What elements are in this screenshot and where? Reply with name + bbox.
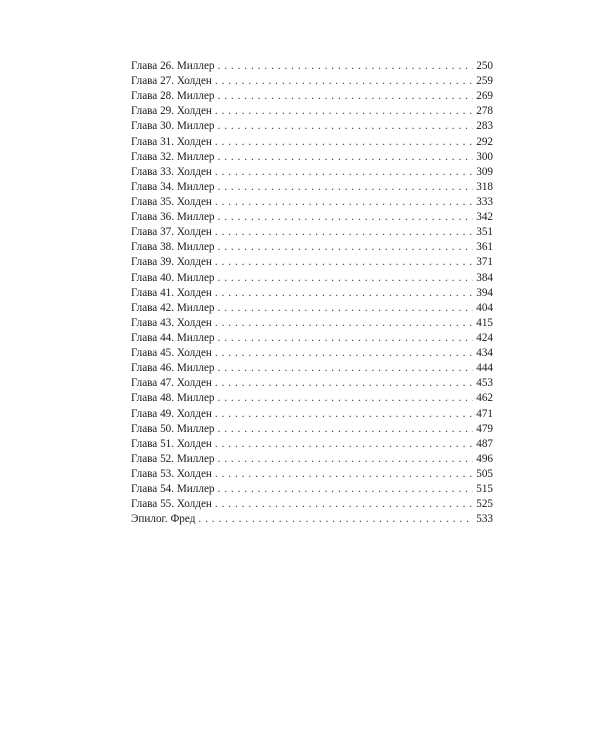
toc-entry	[131, 497, 493, 512]
toc-entry-page: 342	[476, 211, 493, 224]
toc-dot-leader	[215, 467, 473, 482]
toc-entry-title: Глава 49. Холден	[131, 407, 212, 420]
toc-entry-title: Глава 53. Холден	[131, 467, 212, 480]
toc-dot-leader	[218, 119, 474, 134]
toc-dot-leader	[215, 195, 473, 210]
toc-entry-page: 404	[476, 301, 493, 314]
toc-entry	[131, 467, 493, 482]
toc-dot-leader	[218, 210, 474, 225]
toc-entry-page: 525	[476, 498, 493, 511]
toc-dot-leader	[215, 437, 473, 452]
toc-entry	[131, 422, 493, 437]
toc-entry-page: 384	[476, 271, 493, 284]
toc-entry-page: 351	[476, 226, 493, 239]
toc-entry	[131, 119, 493, 134]
toc-dot-leader	[215, 286, 473, 301]
toc-entry-page: 471	[476, 407, 493, 420]
toc-entry-title: Глава 29. Холден	[131, 105, 212, 118]
toc-entry-page: 309	[476, 165, 493, 178]
toc-entry	[131, 104, 493, 119]
toc-entry-title: Глава 48. Миллер	[131, 392, 215, 405]
toc-entry-page: 333	[476, 195, 493, 208]
toc-dot-leader	[218, 331, 474, 346]
toc-entry	[131, 210, 493, 225]
toc-dot-leader	[218, 89, 474, 104]
toc-entry-title: Глава 35. Холден	[131, 195, 212, 208]
toc-entry-title: Глава 51. Холден	[131, 437, 212, 450]
toc-entry-title: Глава 30. Миллер	[131, 120, 215, 133]
toc-entry	[131, 195, 493, 210]
toc-entry	[131, 361, 493, 376]
toc-dot-leader	[215, 104, 473, 119]
toc-entry-title: Глава 43. Холден	[131, 316, 212, 329]
toc-dot-leader	[215, 255, 473, 270]
toc-entry-page: 444	[476, 362, 493, 375]
toc-entry-title: Глава 40. Миллер	[131, 271, 215, 284]
toc-dot-leader	[215, 346, 473, 361]
toc-dot-leader	[215, 225, 473, 240]
toc-entry-title: Глава 47. Холден	[131, 377, 212, 390]
toc-entry-page: 371	[476, 256, 493, 269]
toc-entry	[131, 482, 493, 497]
toc-entry-title: Глава 34. Миллер	[131, 180, 215, 193]
toc-entry-page: 318	[476, 180, 493, 193]
toc-dot-leader	[218, 452, 474, 467]
toc-entry-title: Эпилог. Фред	[131, 513, 196, 526]
toc-entry-title: Глава 55. Холден	[131, 498, 212, 511]
toc-entry-page: 533	[476, 513, 493, 526]
toc-entry	[131, 89, 493, 104]
toc-entry-title: Глава 50. Миллер	[131, 422, 215, 435]
toc-dot-leader	[218, 482, 474, 497]
toc-entry-page: 283	[476, 120, 493, 133]
toc-entry	[131, 407, 493, 422]
toc-dot-leader	[198, 512, 473, 527]
toc-entry	[131, 346, 493, 361]
toc-entry-page: 424	[476, 331, 493, 344]
toc-entry-title: Глава 37. Холден	[131, 226, 212, 239]
toc-dot-leader	[215, 135, 473, 150]
toc-entry-title: Глава 33. Холден	[131, 165, 212, 178]
toc-entry	[131, 150, 493, 165]
toc-entry-title: Глава 32. Миллер	[131, 150, 215, 163]
toc-entry	[131, 165, 493, 180]
toc-entry-title: Глава 42. Миллер	[131, 301, 215, 314]
toc-entry-page: 394	[476, 286, 493, 299]
toc-dot-leader	[215, 376, 473, 391]
toc-entry-title: Глава 52. Миллер	[131, 452, 215, 465]
toc-dot-leader	[218, 422, 474, 437]
toc-dot-leader	[215, 165, 473, 180]
toc-dot-leader	[218, 301, 474, 316]
toc-entry-title: Глава 54. Миллер	[131, 483, 215, 496]
toc-entry-page: 434	[476, 347, 493, 360]
toc-entry-page: 300	[476, 150, 493, 163]
toc-dot-leader	[218, 240, 474, 255]
toc-dot-leader	[218, 361, 474, 376]
toc-entry-page: 292	[476, 135, 493, 148]
toc-entry	[131, 135, 493, 150]
toc-entry	[131, 286, 493, 301]
toc-entry-page: 361	[476, 241, 493, 254]
toc-entry	[131, 391, 493, 406]
toc-entry-page: 250	[476, 60, 493, 72]
toc-entry-page: 505	[476, 467, 493, 480]
toc-entry	[131, 437, 493, 452]
toc-entry-page: 515	[476, 483, 493, 496]
toc-dot-leader	[218, 271, 474, 286]
toc-entry	[131, 512, 493, 527]
toc-entry	[131, 180, 493, 195]
toc-entry	[131, 452, 493, 467]
toc-entry-title: Глава 26. Миллер	[131, 60, 215, 72]
toc-entry	[131, 225, 493, 240]
toc-dot-leader	[215, 497, 473, 512]
toc-entry-title: Глава 39. Холден	[131, 256, 212, 269]
toc-entry-page: 487	[476, 437, 493, 450]
toc-entry-page: 479	[476, 422, 493, 435]
toc-entry-page: 278	[476, 105, 493, 118]
toc-entry-page: 462	[476, 392, 493, 405]
toc-entry-title: Глава 45. Холден	[131, 347, 212, 360]
toc-entry-page: 269	[476, 90, 493, 103]
toc-entry-page: 496	[476, 452, 493, 465]
toc-entry-title: Глава 44. Миллер	[131, 331, 215, 344]
toc-entry	[131, 331, 493, 346]
toc-entry-title: Глава 38. Миллер	[131, 241, 215, 254]
toc-dot-leader	[215, 316, 473, 331]
toc-entry-title: Глава 31. Холден	[131, 135, 212, 148]
toc-dot-leader	[218, 180, 474, 195]
toc-entry-page: 259	[476, 75, 493, 88]
toc-entry	[131, 301, 493, 316]
toc-dot-leader	[218, 59, 474, 74]
toc-entry-title: Глава 41. Холден	[131, 286, 212, 299]
table-of-contents	[131, 59, 493, 527]
toc-entry-page: 415	[476, 316, 493, 329]
toc-entry	[131, 316, 493, 331]
toc-entry	[131, 240, 493, 255]
toc-dot-leader	[215, 74, 473, 89]
toc-entry	[131, 376, 493, 391]
toc-entry-page: 453	[476, 377, 493, 390]
toc-entry	[131, 59, 493, 74]
toc-entry	[131, 255, 493, 270]
toc-dot-leader	[218, 150, 474, 165]
toc-entry	[131, 271, 493, 286]
toc-entry-title: Глава 27. Холден	[131, 75, 212, 88]
toc-dot-leader	[218, 391, 474, 406]
toc-entry-title: Глава 46. Миллер	[131, 362, 215, 375]
toc-dot-leader	[215, 407, 473, 422]
toc-entry	[131, 74, 493, 89]
toc-entry-title: Глава 28. Миллер	[131, 90, 215, 103]
toc-entry-title: Глава 36. Миллер	[131, 211, 215, 224]
